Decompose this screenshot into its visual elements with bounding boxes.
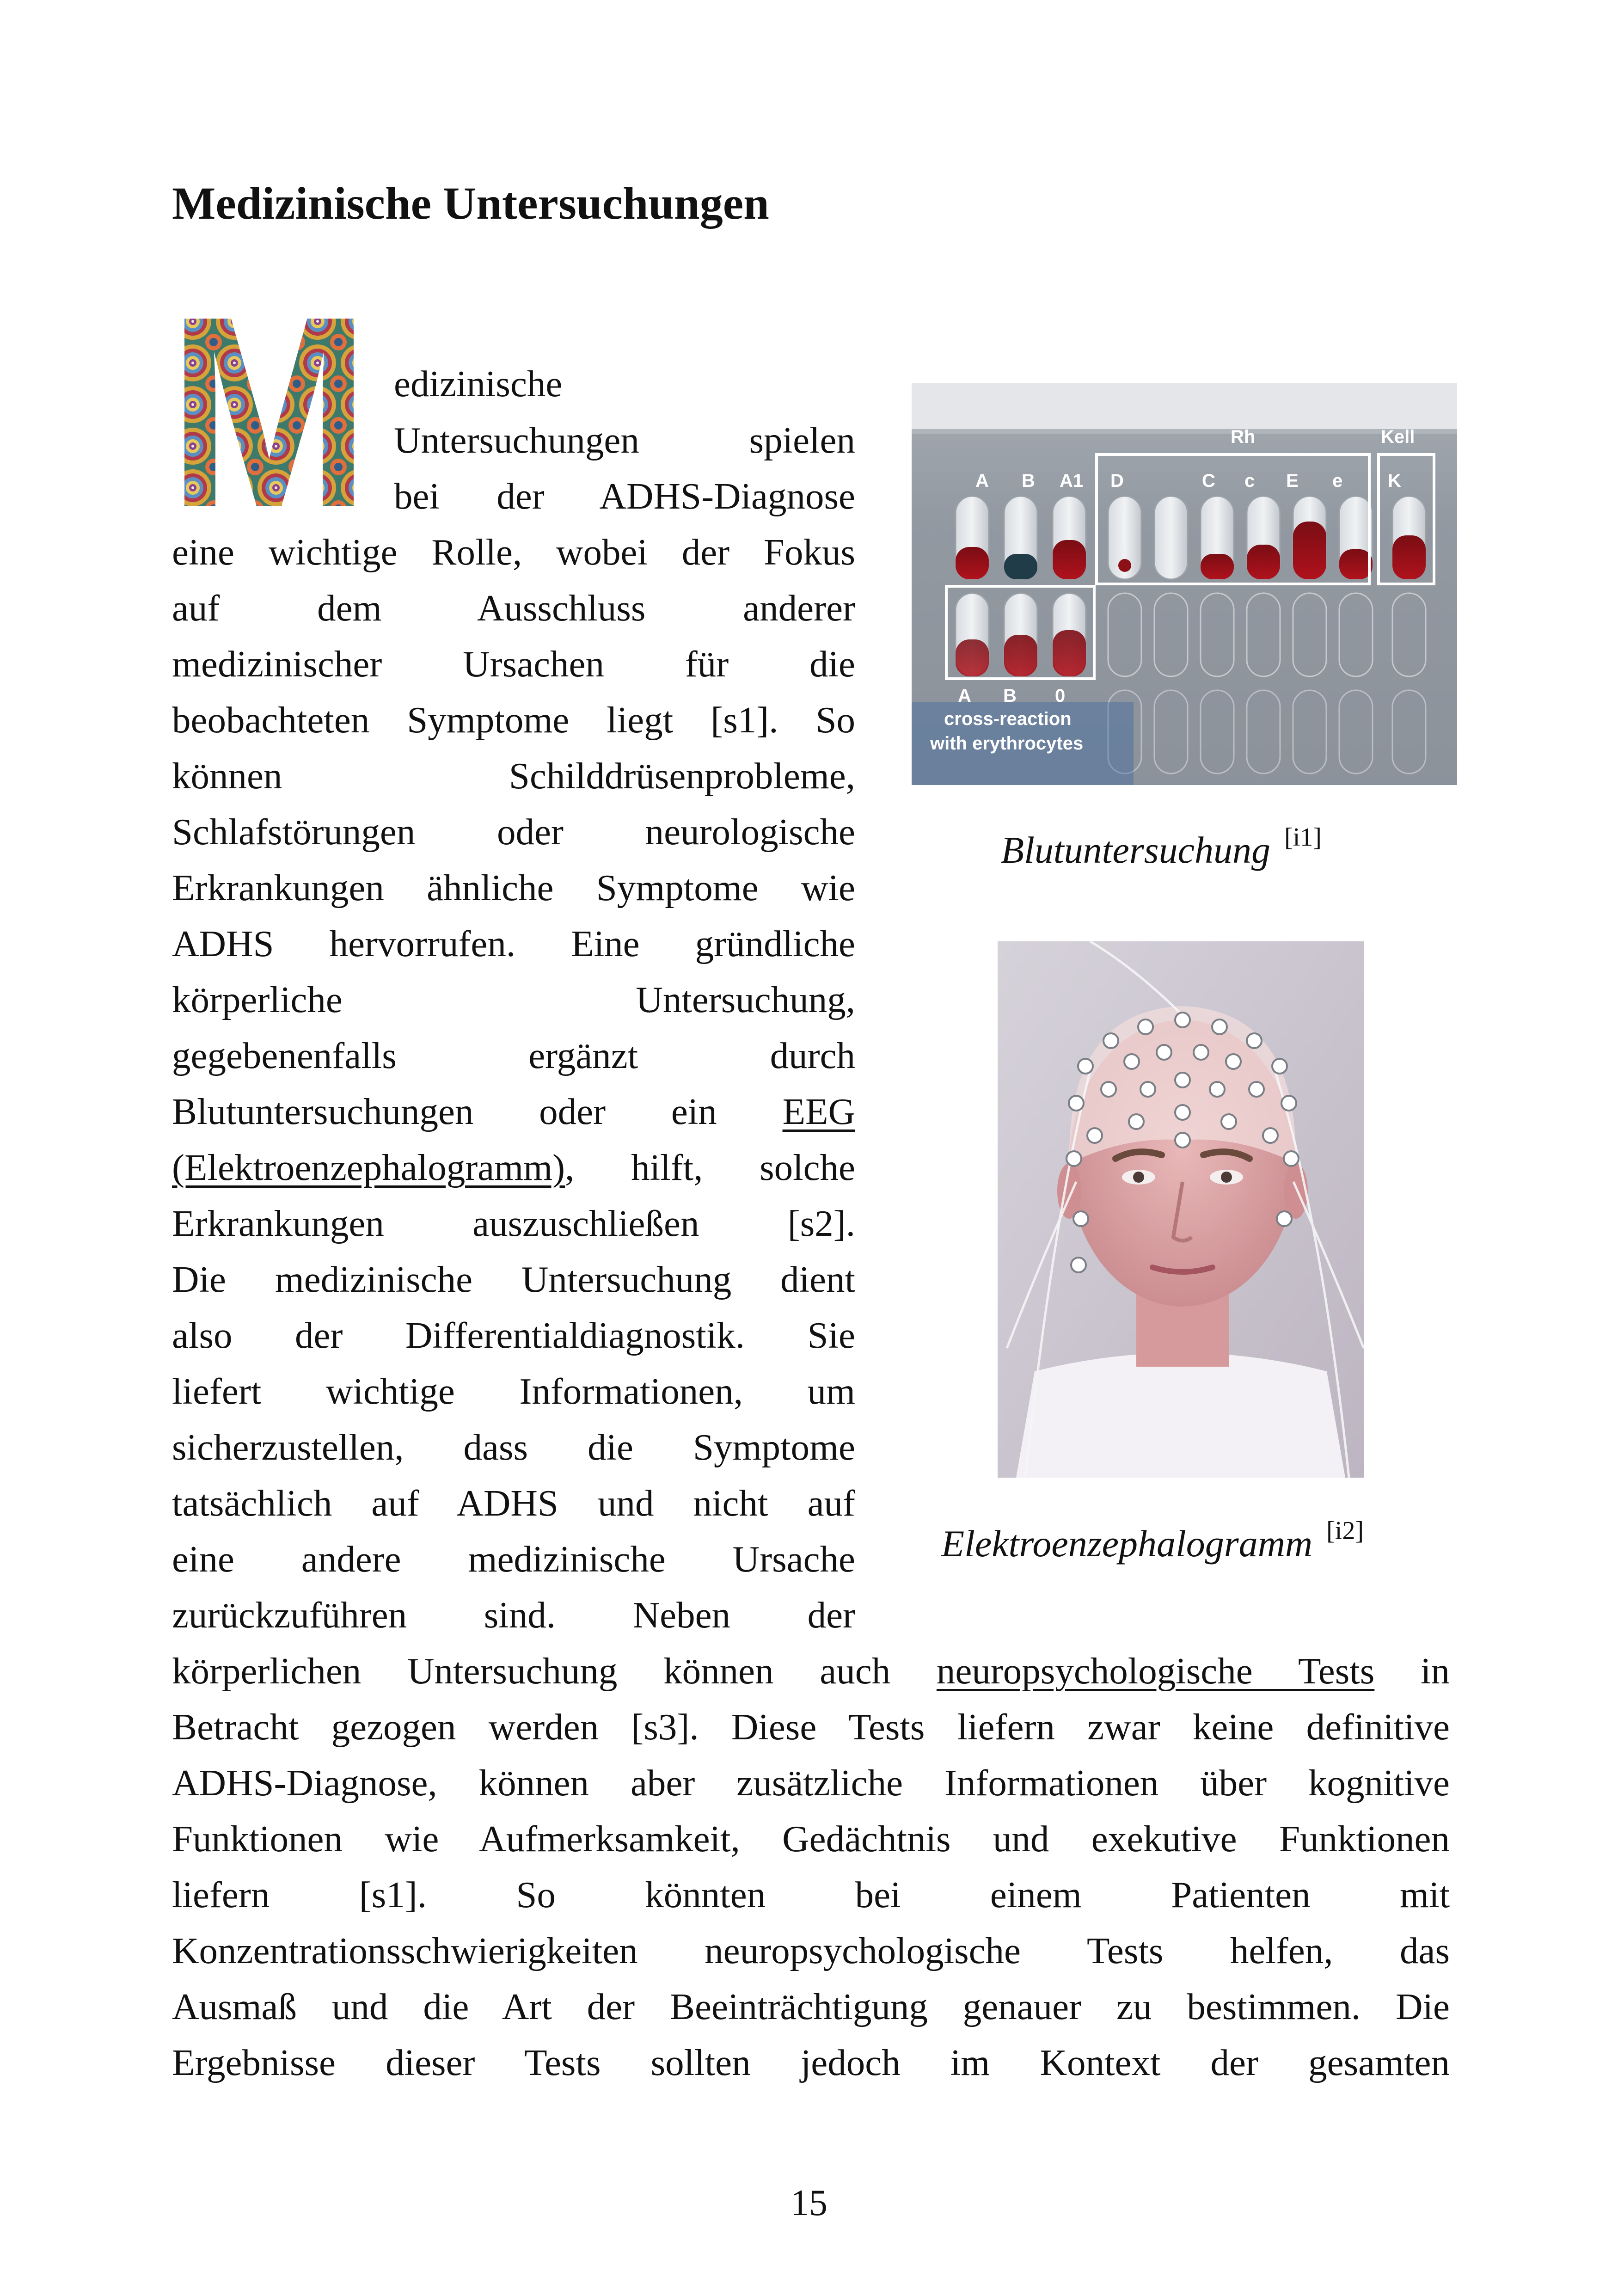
label-e-upper: E [1286, 471, 1299, 491]
body-line-text: in [1374, 1650, 1450, 1692]
blood-typing-plate [912, 383, 1457, 785]
label-a-cross: A [958, 686, 971, 706]
label-b: B [1022, 471, 1035, 491]
drop-cap-letter [172, 301, 366, 506]
body-line: zurückzuführen sind. Neben der [172, 1594, 855, 1636]
body-line-full [172, 1643, 1450, 1700]
body-line-text: , hilft, solche [565, 1147, 855, 1188]
body-line [172, 1084, 855, 1140]
intro-line: edizinische [394, 363, 563, 405]
caption-eeg [941, 1516, 1364, 1566]
body-line-full: Funktionen wie Aufmerksamkeit, Gedächtnis und exekutive Funktionen [172, 1818, 1450, 1860]
caption-text: Blutuntersuchung [1001, 829, 1271, 871]
caption-blood-test [1001, 823, 1322, 873]
body-line: Schlafstörungen oder neurologische [172, 811, 855, 853]
body-line: sicherzustellen, dass die Symptome [172, 1426, 855, 1468]
label-a: A [975, 471, 989, 491]
body-line: können Schilddrüsenprobleme, [172, 755, 855, 797]
label-rh: Rh [1231, 427, 1256, 447]
body-line: eine wichtige Rolle, wobei der Fokus [172, 531, 855, 573]
label-a1: A1 [1060, 471, 1084, 491]
body-line-text: Blutuntersuchungen oder ein [172, 1091, 717, 1132]
body-line: ADHS hervorrufen. Eine gründliche [172, 923, 855, 964]
page-title: Medizinische Untersuchungen [172, 178, 769, 229]
label-cross-reaction: cross-reaction [944, 709, 1072, 729]
image-reference: [i2] [1326, 1516, 1364, 1545]
neuropsych-tests-link[interactable]: neuropsychologische Tests [936, 1650, 1375, 1692]
body-line-full: liefern [s1]. So könnten bei einem Patienten mit [172, 1874, 1450, 1915]
body-line: körperliche Untersuchung, [172, 979, 855, 1020]
caption-text: Elektroenzephalogramm [941, 1522, 1313, 1565]
body-line: beobachteten Symptome liegt [s1]. So [172, 699, 855, 741]
label-k: K [1388, 471, 1401, 491]
body-line-text: körperlichen Untersuchung können auch [172, 1650, 937, 1692]
body-line: Die medizinische Untersuchung dient [172, 1259, 855, 1300]
label-c-lower: c [1244, 471, 1255, 491]
body-line: auf dem Ausschluss anderer [172, 587, 855, 629]
eeg-portrait-illustration [998, 941, 1364, 1478]
intro-text-block [394, 356, 855, 525]
body-line-full: Ergebnisse dieser Tests sollten jedoch im Kontext der gesamten [172, 2042, 1450, 2083]
label-kell: Kell [1381, 427, 1415, 447]
label-b-cross: B [1003, 686, 1017, 706]
page-number: 15 [791, 2183, 827, 2223]
label-e-lower: e [1332, 471, 1343, 491]
intro-line: bei der ADHS-Diagnose [394, 475, 855, 517]
body-line-full: Ausmaß und die Art der Beeinträchtigung genauer zu bestimmen. Die [172, 1986, 1450, 2027]
body-line: Erkrankungen ähnliche Symptome wie [172, 867, 855, 909]
eeg-link-continued[interactable]: (Elektroenzephalogramm) [172, 1147, 565, 1188]
label-with-erythrocytes: with erythrocytes [930, 733, 1084, 754]
eeg-image [998, 941, 1364, 1478]
label-zero-cross: 0 [1055, 686, 1066, 706]
drop-cap-mandala-m [172, 301, 366, 506]
body-line: Erkrankungen auszuschließen [s2]. [172, 1203, 855, 1244]
body-line [172, 1140, 855, 1196]
label-c-upper: C [1202, 471, 1215, 491]
body-line: medizinischer Ursachen für die [172, 643, 855, 685]
body-line: also der Differentialdiagnostik. Sie [172, 1314, 855, 1356]
body-line: liefert wichtige Informationen, um [172, 1370, 855, 1412]
blood-test-image [912, 383, 1457, 785]
intro-line: Untersuchungen spielen [394, 419, 855, 461]
body-line-full: ADHS-Diagnose, können aber zusätzliche Informationen über kognitive [172, 1762, 1450, 1804]
eeg-link[interactable]: EEG [782, 1091, 856, 1132]
body-line: gegebenenfalls ergänzt durch [172, 1035, 855, 1076]
body-line-full: Betracht gezogen werden [s3]. Diese Tests liefern zwar keine definitive [172, 1706, 1450, 1748]
body-line-full: Konzentrationsschwierigkeiten neuropsychologische Tests helfen, das [172, 1930, 1450, 1971]
image-reference: [i1] [1284, 823, 1322, 852]
label-d: D [1110, 471, 1124, 491]
body-line: eine andere medizinische Ursache [172, 1538, 855, 1580]
body-line: tatsächlich auf ADHS und nicht auf [172, 1482, 855, 1524]
